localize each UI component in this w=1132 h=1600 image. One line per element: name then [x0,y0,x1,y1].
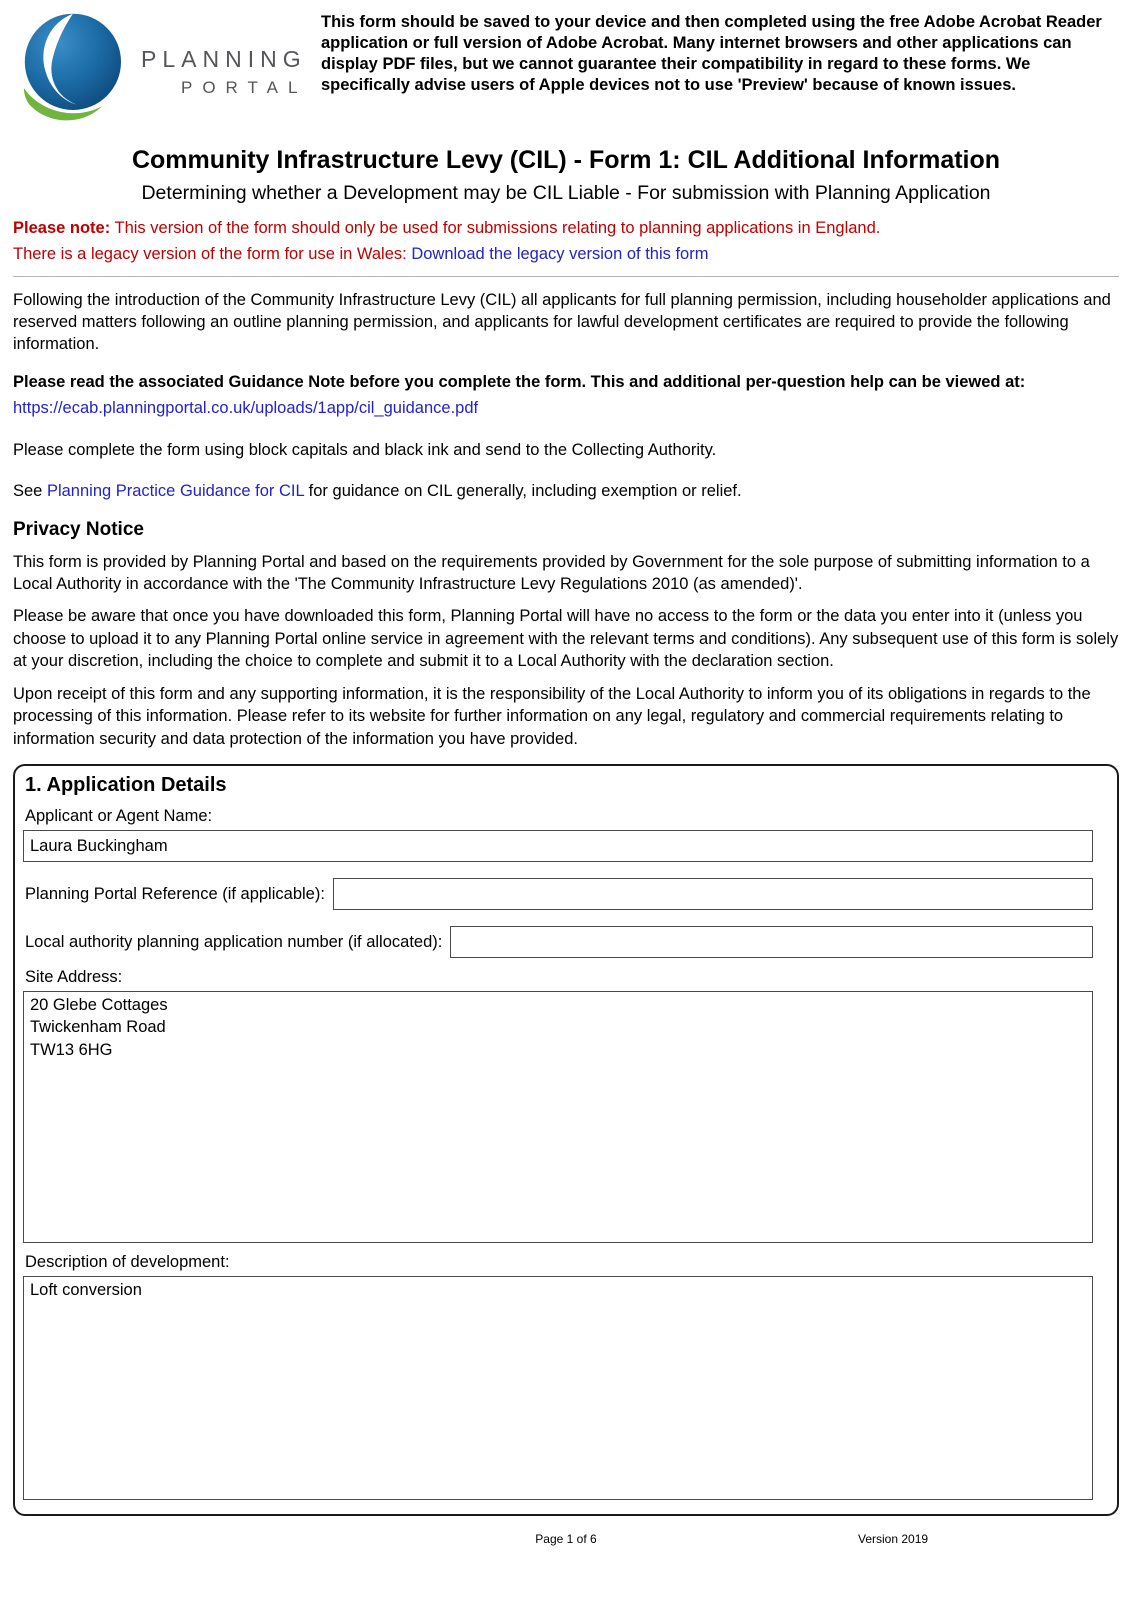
logo-wordmark-planning: PLANNING [141,46,307,72]
logo-wordmark-portal: PORTAL [181,78,308,97]
see-guidance-suffix: for guidance on CIL generally, including exemption or relief. [308,482,742,501]
page-header [13,10,1119,130]
application-details-heading: 1. Application Details [25,774,227,797]
intro-paragraph: Following the introduction of the Community Infrastructure Levy (CIL) all applicants for full planning permission, including householder applications and reserved matters following an outline planning permission, and applicants for lawful development certificates are required to provide the following information. [13,290,1111,354]
wales-legacy-note [13,243,1119,265]
please-note-label: Please note: [13,219,111,237]
divider-line [13,276,1119,277]
development-description-label: Description of development: [25,1253,230,1272]
site-address-textarea[interactable] [23,991,1093,1243]
lpa-number-field [23,926,1093,958]
page-footer [13,1532,1119,1548]
site-address-field [23,968,1093,1243]
form-subtitle: Determining whether a Development may be CIL Liable - For submission with Planning Application [141,182,991,204]
page-number: Page 1 of 6 [535,1532,597,1547]
legacy-form-link[interactable]: Download the legacy version of this form [411,245,709,264]
lpa-number-label: Local authority planning application number (if allocated): [25,932,443,951]
block-capitals-instruction: Please complete the form using block capitals and black ink and send to the Collecting Authority. [13,440,717,459]
wales-note-text: There is a legacy version of the form for use in Wales: [13,245,407,264]
see-guidance-prefix: See [13,482,43,501]
privacy-paragraph-2: Please be aware that once you have downloaded this form, Planning Portal will have no access to the form or the data you enter into it (unless you choose to upload it to any Planning Portal online service in agreement with the relevant terms and conditions). Any subsequent use of this form is solely at your discretion, including the choice to complete and submit it to a Local Authority with the declaration section. [13,607,1119,671]
guidance-pdf-link[interactable]: https://ecab.planningportal.co.uk/uploads/1app/cil_guidance.pdf [13,399,479,418]
planning-portal-globe-icon [13,10,131,130]
development-description-textarea[interactable] [23,1276,1093,1500]
guidance-link-line [13,397,1119,419]
planning-portal-reference-field [23,878,1093,910]
lpa-number-input[interactable] [450,926,1093,958]
england-only-note [13,217,1119,239]
see-guidance-line [13,480,1119,502]
planning-portal-reference-input[interactable] [333,878,1093,910]
privacy-notice-heading: Privacy Notice [13,518,144,540]
planning-portal-reference-label: Planning Portal Reference (if applicable): [25,884,325,903]
development-description-field [23,1253,1093,1500]
privacy-paragraph-3: Upon receipt of this form and any supporting information, it is the responsibility of the Local Authority to inform you of its obligations in regards to the processing of this information. Please refer to its website for further information on any legal, regulatory and commercial requirements relating to information security and data protection of the information you have provided. [13,684,1091,748]
applicant-name-input[interactable] [23,830,1093,862]
cil-guidance-link[interactable]: Planning Practice Guidance for CIL [46,482,305,501]
logo-wordmark [141,46,307,98]
applicant-name-label: Applicant or Agent Name: [25,807,213,826]
privacy-paragraph-1: This form is provided by Planning Portal and based on the requirements provided by Government for the sole purpose of submitting information to a Local Authority in accordance with the 'The Community Infrastructure Levy Regulations 2010 (as amended)'. [13,552,1090,594]
form-title: Community Infrastructure Levy (CIL) - Form 1: CIL Additional Information [131,146,1001,174]
please-note-text: This version of the form should only be used for submissions relating to planning applications in England. [114,219,881,237]
site-address-label: Site Address: [25,968,123,987]
application-details-section [13,764,1119,1516]
applicant-name-field [23,807,1093,862]
planning-portal-logo [13,10,321,130]
version-label: Version 2019 [858,1532,929,1547]
guidance-note-text: Please read the associated Guidance Note before you complete the form. This and additional per-question help can be viewed at: [13,372,1026,391]
adobe-compatibility-notice: This form should be saved to your device and then completed using the free Adobe Acrobat Reader application or full version of Adobe Acrobat. Many internet browsers and other applications can display PDF files, but we cannot guarantee their compatibility in regard to these forms. We specifically advise users of Apple devices not to use 'Preview' because of known issues. [321,13,1102,95]
